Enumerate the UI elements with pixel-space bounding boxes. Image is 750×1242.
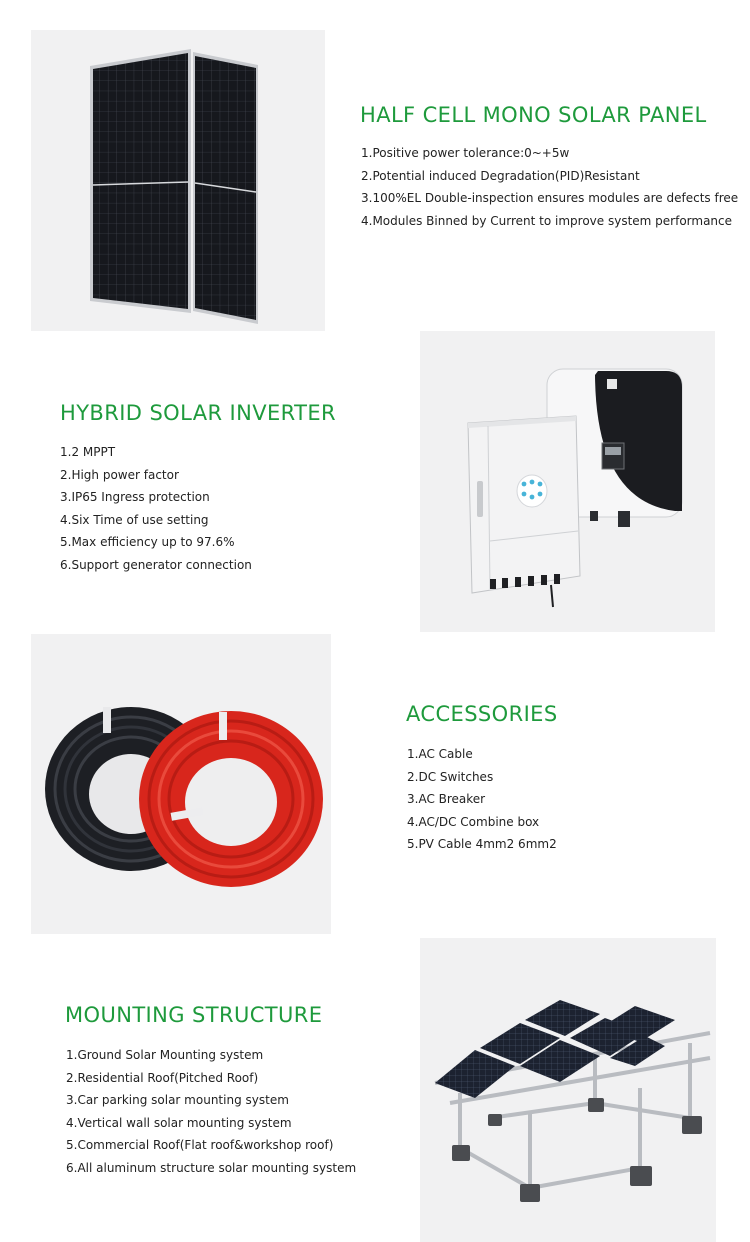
list-item: 4.Modules Binned by Current to improve system performance [361, 213, 733, 228]
list-item: 3.Car parking solar mounting system [66, 1093, 289, 1108]
list-item: 4.AC/DC Combine box [407, 814, 540, 829]
list-item: 4.Six Time of use setting [60, 512, 209, 527]
solar-panels-image [31, 30, 325, 331]
inverter-image [420, 331, 715, 632]
mounting-structure-image [420, 938, 716, 1242]
list-item: 6.Support generator connection [60, 557, 252, 572]
list-item: 6.All aluminum structure solar mounting system [66, 1160, 357, 1175]
accessories-feature-list [407, 743, 557, 856]
list-item: 1.2 MPPT [60, 445, 116, 459]
solar-panel-feature-list [361, 142, 738, 232]
list-item: 2.DC Switches [407, 769, 494, 784]
mounting-feature-list [66, 1044, 356, 1180]
inverter-feature-list [60, 441, 252, 577]
list-item: 2.High power factor [60, 467, 179, 482]
section-title-inverter: HYBRID SOLAR INVERTER [60, 401, 337, 425]
list-item: 3.IP65 Ingress protection [60, 490, 210, 505]
section-title-mounting: MOUNTING STRUCTURE [65, 1003, 323, 1027]
list-item: 3.100%EL Double-inspection ensures modules are defects free [361, 191, 739, 206]
list-item: 1.Positive power tolerance:0~+5w [361, 146, 570, 160]
list-item: 2.Residential Roof(Pitched Roof) [66, 1070, 259, 1085]
list-item: 2.Potential induced Degradation(PID)Resistant [361, 168, 640, 183]
list-item: 3.AC Breaker [407, 792, 486, 807]
list-item: 1.Ground Solar Mounting system [66, 1048, 264, 1062]
list-item: 5.PV Cable 4mm2 6mm2 [407, 837, 557, 852]
section-title-accessories: ACCESSORIES [406, 702, 558, 726]
list-item: 5.Max efficiency up to 97.6% [60, 535, 235, 550]
list-item: 4.Vertical wall solar mounting system [66, 1115, 292, 1130]
list-item: 5.Commercial Roof(Flat roof&workshop roof) [66, 1138, 334, 1153]
section-title-solar-panel: HALF CELL MONO SOLAR PANEL [360, 103, 707, 127]
cable-coils-image [31, 634, 331, 934]
list-item: 1.AC Cable [407, 747, 473, 761]
